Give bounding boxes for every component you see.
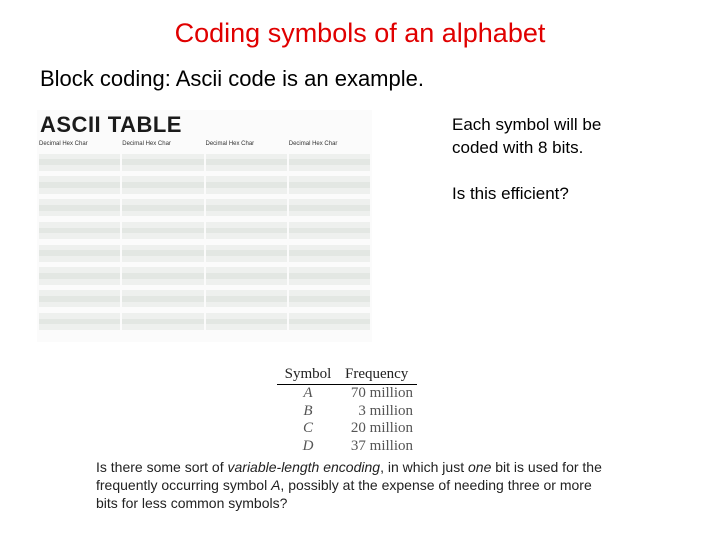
table-row: [277, 385, 417, 403]
ascii-column: [122, 140, 203, 340]
question-text: , possibly at the expense of needing three or more bits for less common symbols?: [96, 477, 592, 511]
frequency-column-header: Frequency: [345, 366, 409, 382]
ascii-table-image: [37, 110, 372, 342]
ascii-table-row: [39, 330, 120, 336]
frequency-cell: 70 million: [350, 385, 413, 401]
ascii-column: [39, 140, 120, 340]
symbol-cell: C: [302, 420, 313, 436]
variable-length-question: [96, 458, 616, 512]
symbol-cell: D: [302, 437, 314, 454]
side-question: Is this efficient?: [452, 184, 569, 203]
frequency-table-header: [277, 365, 417, 383]
slide-subtitle: Block coding: Ascii code is an example.: [40, 66, 424, 91]
question-emphasis: variable-length encoding: [227, 459, 381, 475]
table-row: [277, 438, 417, 456]
side-note-line: coded with 8 bits.: [452, 138, 584, 157]
ascii-column: [206, 140, 287, 340]
side-note-line: Each symbol will be: [452, 115, 602, 134]
question-emphasis: one: [468, 459, 492, 475]
table-row: [277, 403, 417, 421]
symbol-cell: A: [303, 385, 313, 401]
ascii-table-row: [289, 330, 370, 336]
question-emphasis: A: [271, 477, 281, 493]
side-note: [452, 113, 601, 159]
ascii-column-header: Decimal Hex Char: [205, 141, 255, 147]
symbol-cell: B: [303, 402, 313, 419]
ascii-column-header: Decimal Hex Char: [288, 141, 338, 147]
question-text: , in which just: [380, 459, 468, 475]
frequency-cell: 3 million: [358, 402, 413, 419]
question-text: Is there some sort of: [96, 459, 228, 475]
ascii-table-grid: [39, 140, 370, 340]
ascii-table-row: [206, 330, 287, 336]
table-row: [277, 420, 417, 438]
ascii-table-row: [122, 330, 203, 336]
frequency-cell: 37 million: [350, 437, 413, 454]
ascii-column-header: Decimal Hex Char: [39, 141, 88, 147]
symbol-column-header: Symbol: [284, 366, 332, 382]
frequency-table: [277, 365, 417, 455]
frequency-cell: 20 million: [350, 420, 413, 436]
ascii-column: [289, 140, 370, 340]
slide-title: Coding symbols of an alphabet: [174, 18, 546, 48]
ascii-column-header: Decimal Hex Char: [122, 141, 171, 147]
question-text: bit is used for the frequently occurring symbol: [96, 459, 602, 493]
ascii-table-heading: ASCII TABLE: [40, 112, 182, 137]
